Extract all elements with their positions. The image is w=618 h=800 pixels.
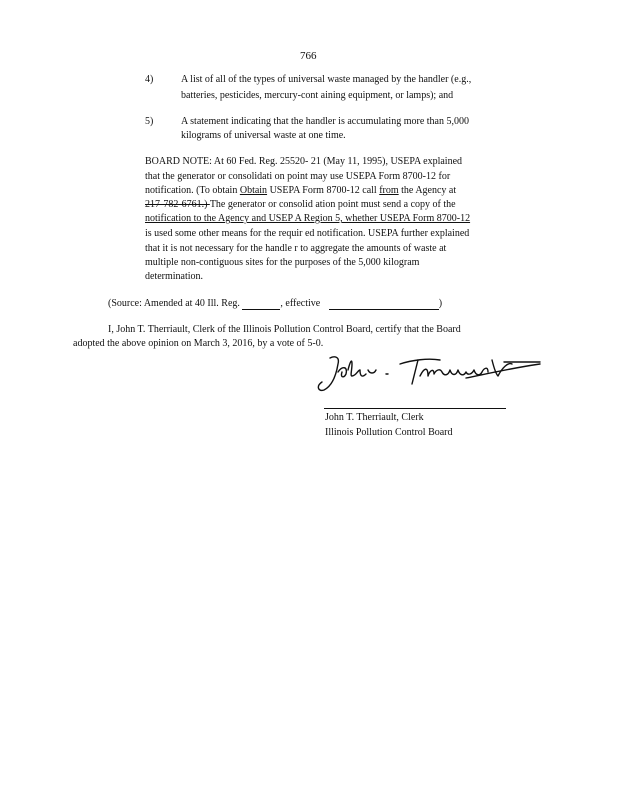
board-note-line: that the generator or consolidati on point may use USEPA Form 8700-12 for <box>145 171 451 182</box>
list-item-text: A statement indicating that the handler is accumulating more than 5,000 <box>181 116 469 127</box>
source-suffix: ) <box>438 298 443 309</box>
board-note-line <box>145 185 456 197</box>
board-note-line: BOARD NOTE: At 60 Fed. Reg. 25520- 21 (May 11, 1995), USEPA explained <box>145 156 463 167</box>
certification-line: adopted the above opinion on March 3, 2016, by a vote of 5-0. <box>73 338 324 349</box>
board-note-line <box>145 199 456 211</box>
board-note-text: the Agency at <box>398 185 457 196</box>
source-middle: , effective <box>280 298 321 309</box>
board-note-line: multiple non-contiguous sites for the purposes of the 5,000 kilogram <box>145 257 420 268</box>
inserted-text: from <box>379 185 399 196</box>
blank-line <box>329 299 439 310</box>
certification-line: I, John T. Therriault, Clerk of the Illinois Pollution Control Board, certify that the Board <box>108 324 461 335</box>
board-note-text: USEPA Form 8700-12 call <box>267 185 380 196</box>
handwritten-signature <box>316 350 546 398</box>
board-note-text: The generator or consolid ation point must send a copy of the <box>209 199 456 210</box>
blank-line <box>242 299 280 310</box>
board-note-line: determination. <box>145 271 204 282</box>
inserted-text: Obtain <box>239 185 268 196</box>
deleted-text: 217-782-6761.) <box>145 199 210 210</box>
list-item-number: 5) <box>145 116 154 127</box>
board-note-text: notification. (To obtain <box>145 185 240 196</box>
page-number: 766 <box>300 50 317 62</box>
signatory-name: John T. Therriault, Clerk <box>325 412 424 423</box>
list-item-text: batteries, pesticides, mercury-cont aining equipment, or lamps); and <box>181 90 454 101</box>
board-note-line: that it is not necessary for the handle r to aggregate the amounts of waste at <box>145 243 447 254</box>
list-item-text: A list of all of the types of universal waste managed by the handler (e.g., <box>181 74 472 85</box>
source-prefix: (Source: Amended at 40 Ill. Reg. <box>108 298 240 309</box>
list-item-number: 4) <box>145 74 154 85</box>
source-line <box>108 298 442 310</box>
signature-line <box>324 408 506 409</box>
board-note-line: is used some other means for the requir ed notification. USEPA further explained <box>145 228 470 239</box>
signatory-organization: Illinois Pollution Control Board <box>325 427 453 438</box>
list-item-text: kilograms of universal waste at one time. <box>181 130 346 141</box>
board-note-inserted-line: notification to the Agency and USEP A Region 5, whether USEPA Form 8700-12 <box>145 213 471 224</box>
